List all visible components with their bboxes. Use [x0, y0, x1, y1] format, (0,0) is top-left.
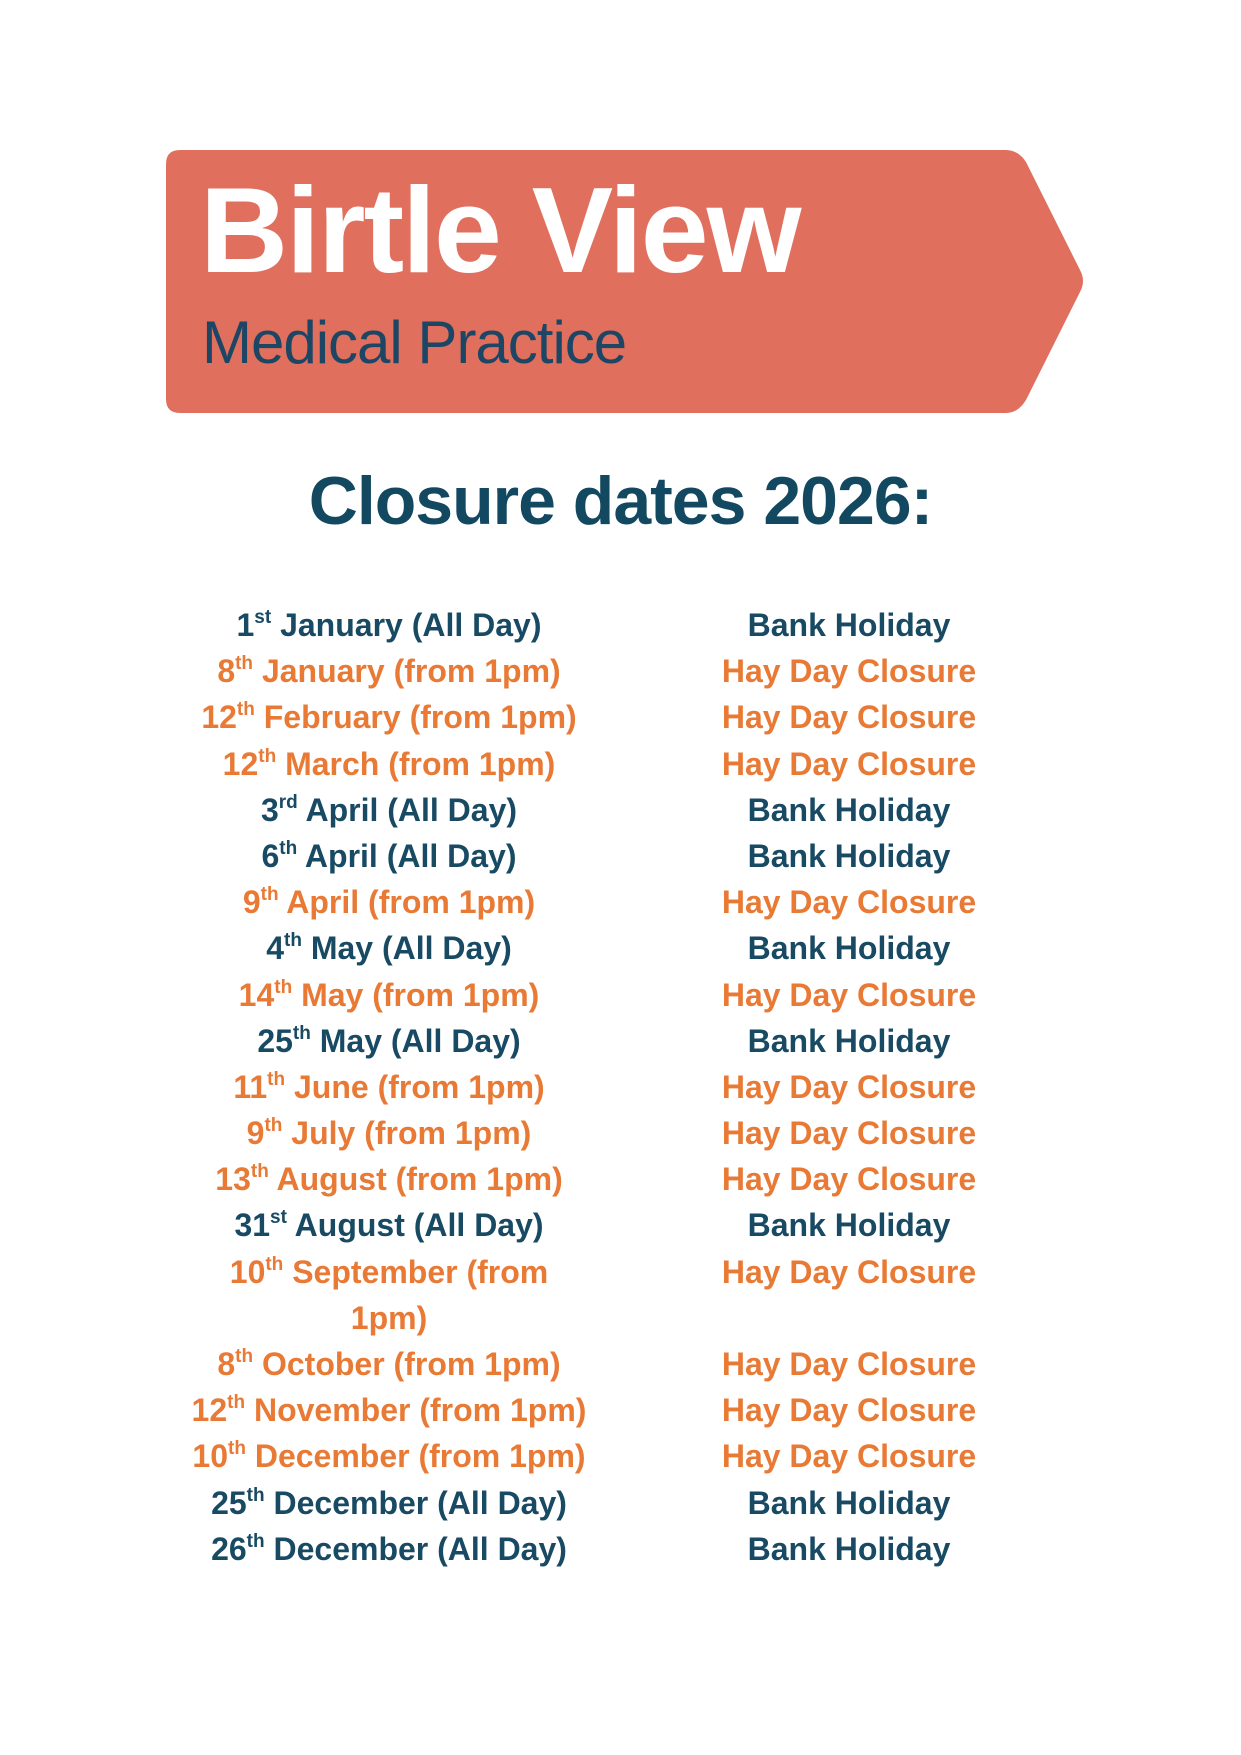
date-suffix: th — [228, 1438, 246, 1460]
closure-row — [150, 925, 1050, 971]
closure-row — [150, 1387, 1050, 1433]
date-suffix: th — [258, 745, 277, 767]
date-suffix: th — [274, 976, 293, 998]
date-rest: May (All Day) — [301, 930, 512, 967]
closure-type: Bank Holiday — [747, 1022, 951, 1059]
date-day: 1 — [236, 607, 255, 643]
date-rest: July (from 1pm) — [282, 1115, 532, 1152]
date-day: 12 — [191, 1392, 228, 1429]
closure-row — [150, 648, 1050, 694]
date-suffix: rd — [278, 791, 298, 813]
date-rest: April (All Day) — [297, 791, 518, 828]
date-day: 8 — [217, 653, 236, 690]
date-suffix: th — [246, 1530, 265, 1552]
closure-date — [150, 787, 628, 833]
closure-date — [150, 648, 628, 694]
date-day: 31 — [234, 1207, 271, 1244]
closure-date — [150, 1018, 628, 1064]
closure-row — [150, 741, 1050, 787]
date-rest: June (from 1pm) — [285, 1068, 545, 1105]
closure-type: Bank Holiday — [747, 1530, 951, 1567]
closure-type: Hay Day Closure — [721, 1115, 977, 1152]
date-day: 3 — [260, 791, 279, 828]
closure-date — [150, 925, 628, 971]
closure-type: Bank Holiday — [747, 791, 951, 828]
closure-dates-list — [150, 602, 1050, 1572]
date-rest: November (from 1pm) — [245, 1392, 587, 1429]
closure-type: Hay Day Closure — [721, 699, 977, 736]
closure-date — [150, 1341, 628, 1387]
closure-row — [150, 694, 1050, 740]
practice-logo — [166, 150, 1084, 413]
date-suffix: th — [284, 930, 302, 952]
date-suffix: st — [254, 607, 272, 628]
closure-row — [150, 1202, 1050, 1248]
date-rest: April (from 1pm) — [278, 884, 536, 921]
closure-date — [150, 1110, 628, 1156]
date-rest: August (from 1pm) — [268, 1161, 563, 1198]
date-day: 9 — [242, 884, 261, 921]
closure-type: Hay Day Closure — [721, 1392, 977, 1429]
closure-row — [150, 1480, 1050, 1526]
date-rest: February (from 1pm) — [254, 699, 577, 736]
date-suffix: th — [250, 1161, 269, 1183]
closure-type: Hay Day Closure — [721, 1161, 977, 1198]
date-suffix: th — [260, 884, 279, 906]
date-rest: December (All Day) — [264, 1484, 567, 1521]
date-day: 6 — [261, 837, 280, 874]
closure-date — [150, 1249, 628, 1341]
closure-date — [150, 1387, 628, 1433]
closure-type: Hay Day Closure — [721, 1438, 977, 1475]
closure-type: Bank Holiday — [747, 1207, 951, 1244]
page-title: Closure dates 2026: — [308, 463, 933, 539]
closure-type: Hay Day Closure — [721, 1346, 977, 1383]
date-rest: May (All Day) — [310, 1022, 521, 1059]
date-rest: August (All Day) — [286, 1207, 544, 1244]
closure-date — [150, 1480, 628, 1526]
date-day: 26 — [211, 1530, 247, 1567]
date-suffix: th — [267, 1068, 286, 1090]
closure-row — [150, 1526, 1050, 1572]
closure-date — [150, 972, 628, 1018]
closure-type: Hay Day Closure — [721, 1068, 977, 1105]
date-suffix: th — [235, 1346, 254, 1368]
closure-type: Hay Day Closure — [721, 653, 977, 690]
closure-row — [150, 1156, 1050, 1202]
date-rest: March (from 1pm) — [276, 745, 556, 782]
date-day: 4 — [266, 930, 285, 967]
closure-type: Hay Day Closure — [721, 884, 977, 921]
closure-date — [150, 879, 628, 925]
date-day: 10 — [229, 1253, 266, 1290]
date-suffix: th — [264, 1115, 283, 1137]
date-rest: January (All Day) — [271, 607, 542, 643]
date-rest: January (from 1pm) — [253, 653, 561, 690]
date-day: 12 — [201, 699, 237, 736]
date-day: 25 — [257, 1022, 293, 1059]
closure-row — [150, 1249, 1050, 1341]
date-suffix: th — [279, 837, 298, 859]
date-day: 14 — [238, 976, 275, 1013]
date-rest: October (from 1pm) — [253, 1346, 561, 1383]
closure-date — [150, 1064, 628, 1110]
closure-row — [150, 879, 1050, 925]
closure-type: Bank Holiday — [747, 837, 951, 874]
closure-type: Bank Holiday — [747, 1484, 951, 1521]
date-continuation: 1pm) — [350, 1299, 428, 1336]
closure-date — [150, 1202, 628, 1248]
date-suffix: th — [292, 1022, 311, 1044]
closure-date — [150, 1526, 628, 1572]
date-rest: December (from 1pm) — [245, 1438, 586, 1475]
date-suffix: th — [246, 1484, 265, 1506]
date-suffix: th — [265, 1253, 284, 1275]
date-day: 11 — [233, 1068, 268, 1105]
date-rest: December (All Day) — [264, 1530, 567, 1567]
closure-row — [150, 602, 1050, 648]
closure-type: Hay Day Closure — [721, 745, 977, 782]
closure-date — [150, 741, 628, 787]
closure-date — [150, 602, 628, 648]
closure-row — [150, 1018, 1050, 1064]
date-suffix: th — [235, 653, 254, 675]
date-day: 25 — [211, 1484, 247, 1521]
closure-type: Bank Holiday — [747, 607, 951, 643]
date-suffix: th — [227, 1392, 246, 1414]
date-suffix: th — [236, 699, 255, 721]
date-day: 13 — [215, 1161, 251, 1198]
date-day: 8 — [217, 1346, 236, 1383]
date-rest: May (from 1pm) — [292, 976, 540, 1013]
closure-type: Bank Holiday — [747, 930, 951, 967]
closure-row — [150, 1110, 1050, 1156]
closure-row — [150, 1064, 1050, 1110]
date-rest: September (from — [283, 1253, 549, 1290]
date-day: 12 — [222, 745, 259, 782]
closure-date — [150, 1156, 628, 1202]
closure-date — [150, 833, 628, 879]
date-day: 10 — [192, 1438, 228, 1475]
logo-name: Birtle View — [200, 162, 800, 298]
closure-date — [150, 694, 628, 740]
closure-date — [150, 1433, 628, 1479]
closure-row — [150, 972, 1050, 1018]
closure-type: Hay Day Closure — [721, 976, 977, 1013]
closure-row — [150, 1341, 1050, 1387]
closure-row — [150, 833, 1050, 879]
logo-subtitle: Medical Practice — [202, 309, 627, 376]
date-rest: April (All Day) — [297, 837, 517, 874]
date-suffix: st — [270, 1207, 287, 1229]
closure-type: Hay Day Closure — [721, 1253, 977, 1290]
closure-row — [150, 1433, 1050, 1479]
closure-row — [150, 787, 1050, 833]
date-day: 9 — [246, 1115, 265, 1152]
